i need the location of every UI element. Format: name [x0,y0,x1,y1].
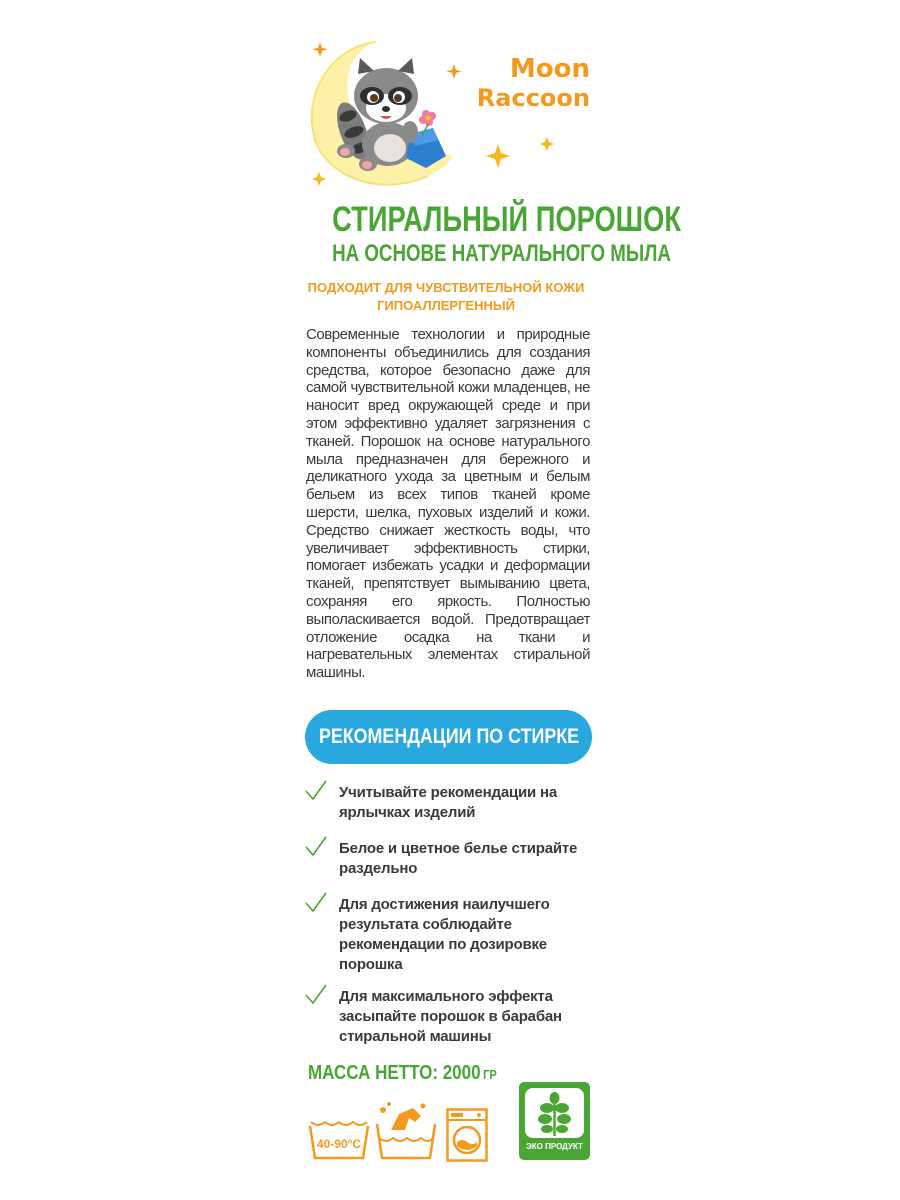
recommendations-header [305,710,592,764]
washing-machine-icon [446,1108,488,1162]
brand-line-2: Raccoon [476,84,590,112]
product-description: Современные технологии и природные компоненты объединились для создания средства, которое безопасно даже для самой чувствительной кожи младенцев, не наносит вред окружающей среде и при этом эффективно удаляет загрязнения с тканей. Порошок на основе натурального мыла предназначен для бережного и деликатного ухода за цветным и белым бельем из всех типов тканей кроме шерсти, шелка, пуховых изделий и кожи. Средство снижает жесткость воды, что увеличивает эффективность стирки, помогает избежать усадки и деформации тканей, препятствует вымыванию цвета, сохраняя его яркость. Полностью выполаскивается водой. Предотвращает отложение осадка на ткани и нагревательных элементах стиральной машины. [306,326,590,682]
product-title: СТИРАЛЬНЫЙ ПОРОШОК [332,200,682,239]
recommendation-text: Для максимального эффекта засыпайте порошок в барабан стиральной машины [339,988,562,1045]
net-weight-unit: ГР [483,1067,497,1082]
net-weight-label: МАССА НЕТТО: 2000 [308,1062,481,1084]
star-icon [312,42,328,57]
product-subtitle: НА ОСНОВЕ НАТУРАЛЬНОГО МЫЛА [332,240,671,267]
checkmark-icon [304,983,328,1007]
brand-name [470,55,590,113]
feature-hypoallergenic: ГИПОАЛЛЕРГЕННЫЙ [377,298,515,313]
star-icon [486,144,510,168]
star-icon [446,64,462,79]
checkmark-icon [304,891,328,915]
recommendation-text: Для достижения наилучшего результата соблюдайте рекомендации по дозировке порошка [339,896,550,973]
hand-wash-icon [375,1100,437,1162]
net-weight [308,1062,497,1085]
brand-line-1: Moon [509,54,590,84]
checkmark-icon [304,835,328,859]
eco-leaf-icon [525,1088,584,1138]
checkmark-icon [304,779,328,803]
recommendations-title: РЕКОМЕНДАЦИИ ПО СТИРКЕ [318,725,579,748]
recommendation-text: Белое и цветное белье стирайте раздельно [339,840,578,877]
feature-sensitive-skin: ПОДХОДИТ ДЛЯ ЧУВСТВИТЕЛЬНОЙ КОЖИ [307,280,585,295]
wash-temperature-label: 40-90°C [316,1137,362,1151]
eco-product-label: ЭКО ПРОДУКТ [526,1142,583,1151]
eco-product-badge [519,1082,590,1160]
recommendation-text: Учитывайте рекомендации на ярлычках изделий [339,784,558,821]
star-icon [312,172,326,186]
star-icon [540,137,554,151]
